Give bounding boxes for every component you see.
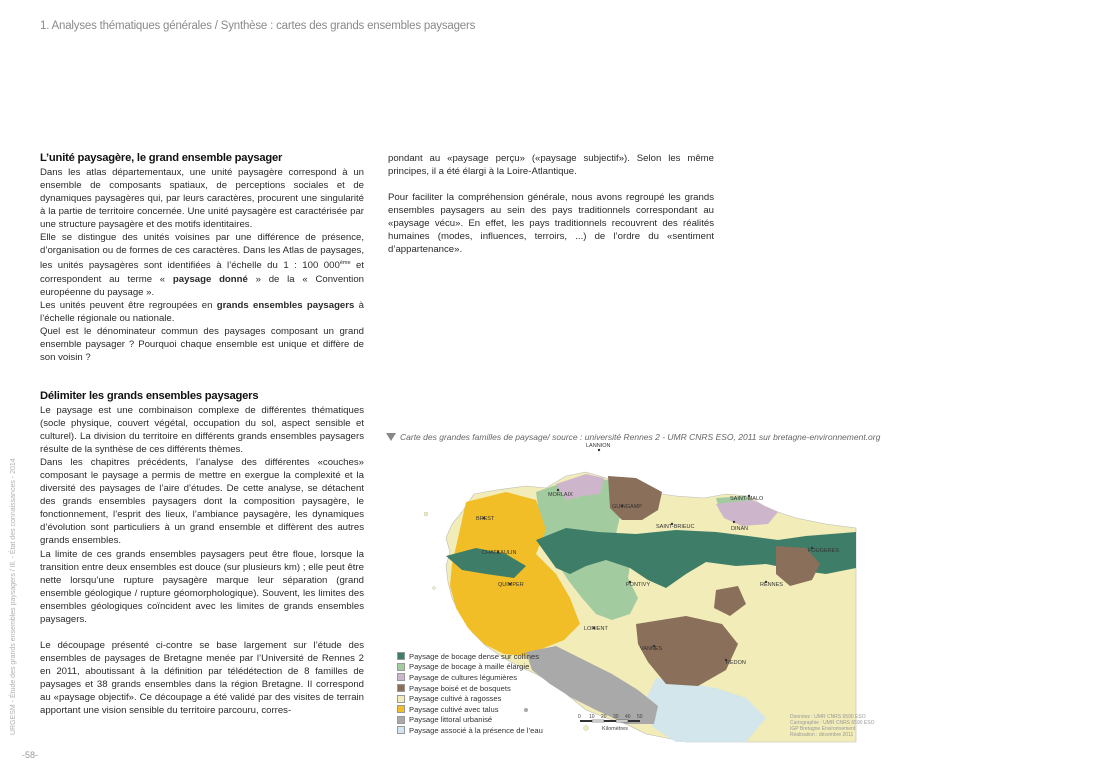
- svg-text:50: 50: [637, 714, 643, 720]
- legend-item: Paysage boisé et de bosquets: [397, 683, 545, 694]
- svg-text:VANNES: VANNES: [640, 646, 663, 652]
- col2-paragraph-1: pondant au «paysage perçu» («paysage subjectif»). Selon les même principes, il a été élargi à la Loire-Atlantique.: [388, 153, 714, 178]
- map-credits: Données : UMR CNRS 6590 ESO Cartographie : UMR CNRS 6590 ESO IGP Bretagne Environnement Réalisation : décembre 2011: [790, 714, 875, 738]
- right-column: [388, 152, 714, 256]
- map-label-redon: [725, 659, 746, 666]
- svg-text:PONTIVY: PONTIVY: [626, 582, 651, 588]
- side-running-text: URGESM - Étude des grands ensembles paysagers / Ill. - État des connaissances - 2014: [10, 458, 17, 735]
- legend-item: Paysage littoral urbanisé: [397, 715, 545, 726]
- svg-text:10: 10: [589, 714, 595, 720]
- map-label-saint-malo: [730, 495, 764, 502]
- svg-text:LANNION: LANNION: [586, 443, 611, 449]
- legend-item: Paysage de bocage à maille élargie: [397, 662, 545, 673]
- legend-item: Paysage cultivé à ragosses: [397, 693, 545, 704]
- legend-item: Paysage associé à la présence de l’eau: [397, 725, 545, 736]
- section2-paragraph-2: Dans les chapitres précédents, l’analyse des différentes «couches» composant le paysage a permis de mettre en exergue la complexité et la diversité des paysages de l’aire d’études. De cette analyse, se détachent des grands ensembles paysagers dont la composition paysagère, le fonctionnement, l’esprit des lieux, l’ambiance paysagère, les dynamiques d’évolution sont particuliers à un grand ensemble et diffèrent des autres grands ensembles.: [40, 457, 364, 547]
- map-legend: [397, 651, 545, 736]
- scale-bar-graphic: [578, 714, 658, 724]
- map-label-vannes: [640, 645, 663, 652]
- map-label-brest: [476, 516, 495, 522]
- col2-paragraph-2: Pour faciliter la compréhension générale, nous avons regroupé les grands ensembles paysagers au sein des pays traditionnels correspondant au «paysage vécu». En effet, les pays traditionnels recouvrent des réalités humaines (modes, influences, terroirs, ...) de l’ordre du «sentiment d’appartenance».: [388, 192, 714, 256]
- svg-text:SAINT-MALO: SAINT-MALO: [730, 496, 764, 502]
- map-scale-bar: [578, 714, 658, 732]
- legend-swatch: [397, 716, 405, 724]
- section1-paragraph-3: Les unités peuvent être regroupées en grands ensembles paysagers à l’échelle régionale ou nationale.: [40, 299, 364, 324]
- map-label-chateaulin: [482, 550, 516, 556]
- legend-item: Paysage cultivé avec talus: [397, 704, 545, 715]
- svg-text:LORIENT: LORIENT: [584, 626, 608, 632]
- legend-item: Paysage de bocage dense sur collines: [397, 651, 545, 662]
- section1-paragraph-2: Elle se distingue des unités voisines par une différence de présence, d’organisation ou de formes de ces caractères. Dans les Atlas de paysages, les unités paysagères sont identifiées à l’échelle du 1 : 100 000ème et correspondent au terme « paysage donné » de la « Convention européenne du paysage ».: [40, 232, 364, 298]
- section2-paragraph-1: Le paysage est une combinaison complexe de différentes thématiques (socle physique, couvert végétal, occupation du sol, aspect sensible et culturel). La division du territoire en différents grands ensembles paysagers résulte de la synthèse de ces différents thèmes.: [40, 404, 364, 456]
- caption-triangle-icon: [386, 433, 396, 441]
- section1-title: L’unité paysagère, le grand ensemble paysager: [40, 152, 283, 164]
- section2-paragraph-4: Le découpage présenté ci-contre se base largement sur l’étude des ensembles de paysages de Bretagne menée par l’Université de Rennes 2 en 2011, aboutissant à la définition par télédétection de 8 familles de paysages et 38 grands ensembles dans la région Bretagne. Il correspond au «paysage objectif». Ce découpage a été validé par des visites de terrain apportant une vision sensible du territoire parcouru, corres-: [40, 639, 364, 717]
- svg-text:MORLAIX: MORLAIX: [548, 492, 573, 498]
- map-label-saint-brieuc: [656, 523, 695, 530]
- svg-text:RENNES: RENNES: [760, 582, 783, 588]
- svg-text:20: 20: [601, 714, 607, 720]
- map-label-pontivy: [626, 581, 650, 588]
- svg-text:30: 30: [613, 714, 619, 720]
- legend-item: Paysage de cultures légumières: [397, 672, 545, 683]
- legend-swatch: [397, 663, 405, 671]
- map-label-lorient: [584, 626, 608, 632]
- legend-swatch: [397, 705, 405, 713]
- svg-text:CHATEAULIN: CHATEAULIN: [482, 550, 517, 556]
- left-column: [40, 152, 364, 717]
- map-label-quimper: [498, 582, 524, 588]
- svg-text:BREST: BREST: [476, 516, 495, 522]
- map-caption: Carte des grandes familles de paysage/ source : université Rennes 2 - UMR CNRS ESO, 2011 sur bretagne-environnement.org: [386, 432, 880, 442]
- legend-swatch: [397, 652, 405, 660]
- legend-swatch: [397, 695, 405, 703]
- section1-paragraph-4: Quel est le dénominateur commun des paysages composant un grand ensemble paysager ? Pourquoi chaque ensemble est unique et diffère de son voisin ?: [40, 325, 364, 363]
- svg-text:0: 0: [578, 714, 581, 720]
- legend-swatch: [397, 673, 405, 681]
- legend-swatch: [397, 684, 405, 692]
- svg-text:GUINGAMP: GUINGAMP: [612, 504, 642, 510]
- page-header: 1. Analyses thématiques générales / Synthèse : cartes des grands ensembles paysagers: [40, 20, 476, 32]
- map-label-guingamp: [612, 504, 642, 510]
- section2-paragraph-3: La limite de ces grands ensembles paysagers peut être floue, lorsque la transition entre deux ensembles est douce (sur plusieurs km) ; elle peut être nette lorsqu’une rupture paysagère marque leur séparation (grand ensemble géologique / rupture géomorphologique). Souvent, les limites des ensembles géologiques coïncident avec les limites de grands ensembles paysagers.: [40, 548, 364, 625]
- svg-text:QUIMPER: QUIMPER: [498, 582, 524, 588]
- page-number: -58-: [22, 750, 39, 760]
- svg-text:FOUGERES: FOUGERES: [808, 548, 839, 554]
- scale-unit: Kilomètres: [602, 726, 628, 732]
- svg-text:REDON: REDON: [726, 660, 746, 666]
- map-label-rennes: [760, 581, 783, 588]
- map-label-fougeres: [808, 547, 839, 554]
- svg-text:SAINT-BRIEUC: SAINT-BRIEUC: [656, 524, 695, 530]
- legend-swatch: [397, 726, 405, 734]
- section2-title: Délimiter les grands ensembles paysagers: [40, 389, 259, 402]
- svg-text:40: 40: [625, 714, 631, 720]
- svg-text:DINAN: DINAN: [731, 526, 749, 532]
- section1-paragraph-1: Dans les atlas départementaux, une unité paysagère correspond à un ensemble de composants spatiaux, de perceptions sociales et de dynamiques paysagères qui, par leurs caractères, procurent une singularité à la partie de territoire concernée. Une unité paysagère est caractérisée par une structure paysagère et des motifs identitaires.: [40, 167, 364, 231]
